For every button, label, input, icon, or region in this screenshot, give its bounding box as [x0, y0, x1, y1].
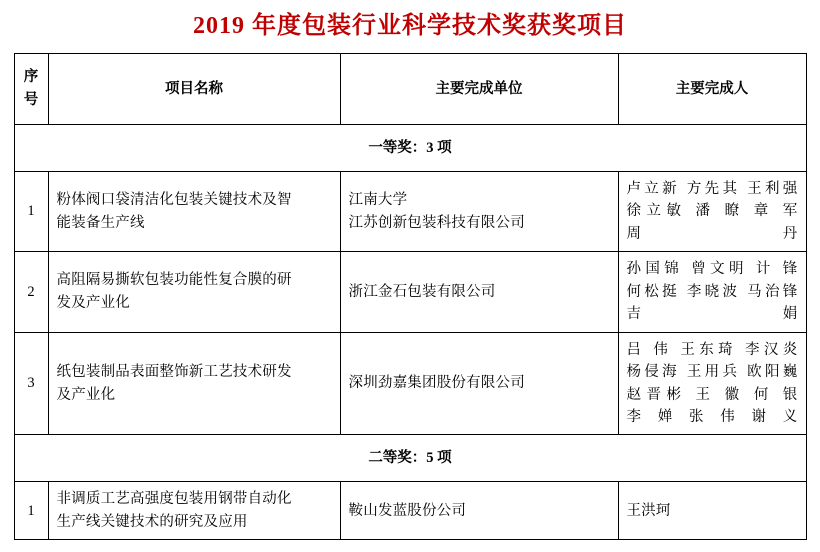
table-row — [14, 482, 806, 540]
main-unit — [340, 252, 618, 332]
main-people-line: 王洪珂 — [626, 502, 671, 519]
main-unit — [340, 171, 618, 251]
section-header-row — [14, 124, 806, 171]
main-people-line: 赵晋彬 王 徽 何 银 — [626, 386, 798, 403]
project-name — [48, 482, 340, 540]
table-row — [14, 332, 806, 435]
project-name — [48, 332, 340, 435]
main-people — [618, 252, 806, 332]
project-name-line: 高阻隔易撕软包装功能性复合膜的研 — [56, 272, 292, 289]
project-name-line: 及产业化 — [56, 386, 116, 403]
row-number: 2 — [14, 252, 48, 332]
column-header-main-people: 主要完成人 — [618, 53, 806, 124]
table-row — [14, 171, 806, 251]
main-people-line: 卢立新 方先其 王利强 — [626, 180, 798, 197]
main-unit — [340, 332, 618, 435]
section-header-row — [14, 435, 806, 482]
main-unit-line: 江苏创新包装科技有限公司 — [348, 214, 525, 231]
project-name — [48, 252, 340, 332]
column-header-main-unit: 主要完成单位 — [340, 53, 618, 124]
project-name-line: 纸包装制品表面整饰新工艺技术研发 — [56, 364, 292, 381]
main-people-line: 杨侵海 王用兵 欧阳巍 — [626, 364, 798, 381]
project-name-line: 非调质工艺高强度包装用钢带自动化 — [56, 491, 292, 508]
section-label: 一等奖：3 项 — [14, 124, 806, 171]
main-people — [618, 482, 806, 540]
row-number: 1 — [14, 482, 48, 540]
column-header-project-name: 项目名称 — [48, 53, 340, 124]
main-unit-line: 江南大学 — [348, 192, 408, 209]
main-people-line: 周 丹 — [626, 225, 798, 242]
main-people — [618, 332, 806, 435]
main-people-line: 李 婵 张 伟 谢 义 — [626, 409, 798, 426]
table-row — [14, 252, 806, 332]
table-body — [14, 124, 806, 540]
project-name-line: 生产线关键技术的研究及应用 — [56, 513, 248, 530]
page-title: 2019 年度包装行业科学技术奖获奖项目 — [193, 13, 627, 39]
main-people-line: 何松挺 李晓波 马治锋 — [626, 283, 798, 300]
project-name-line: 能装备生产线 — [56, 214, 145, 231]
main-people — [618, 171, 806, 251]
main-unit-line: 鞍山发蓝股份公司 — [348, 502, 467, 519]
column-header-number: 序号 — [14, 53, 48, 124]
main-people-line: 孙国锦 曾文明 计 锋 — [626, 261, 798, 278]
main-unit-line: 深圳劲嘉集团股份有限公司 — [348, 375, 525, 392]
section-label: 二等奖：5 项 — [14, 435, 806, 482]
project-name-line: 发及产业化 — [56, 294, 130, 311]
main-unit — [340, 482, 618, 540]
table-header — [14, 53, 806, 124]
row-number: 1 — [14, 171, 48, 251]
project-name-line: 粉体阀口袋清洁化包装关键技术及智 — [56, 192, 292, 209]
project-name — [48, 171, 340, 251]
main-people-line: 吉 娟 — [626, 306, 798, 323]
award-table — [14, 53, 807, 541]
main-people-line: 徐立敏 潘 瞭 章 军 — [626, 203, 798, 220]
main-unit-line: 浙江金石包装有限公司 — [348, 283, 496, 300]
table-header-row — [14, 53, 806, 124]
row-number: 3 — [14, 332, 48, 435]
main-people-line: 吕 伟 王东琦 李汉炎 — [626, 341, 798, 358]
